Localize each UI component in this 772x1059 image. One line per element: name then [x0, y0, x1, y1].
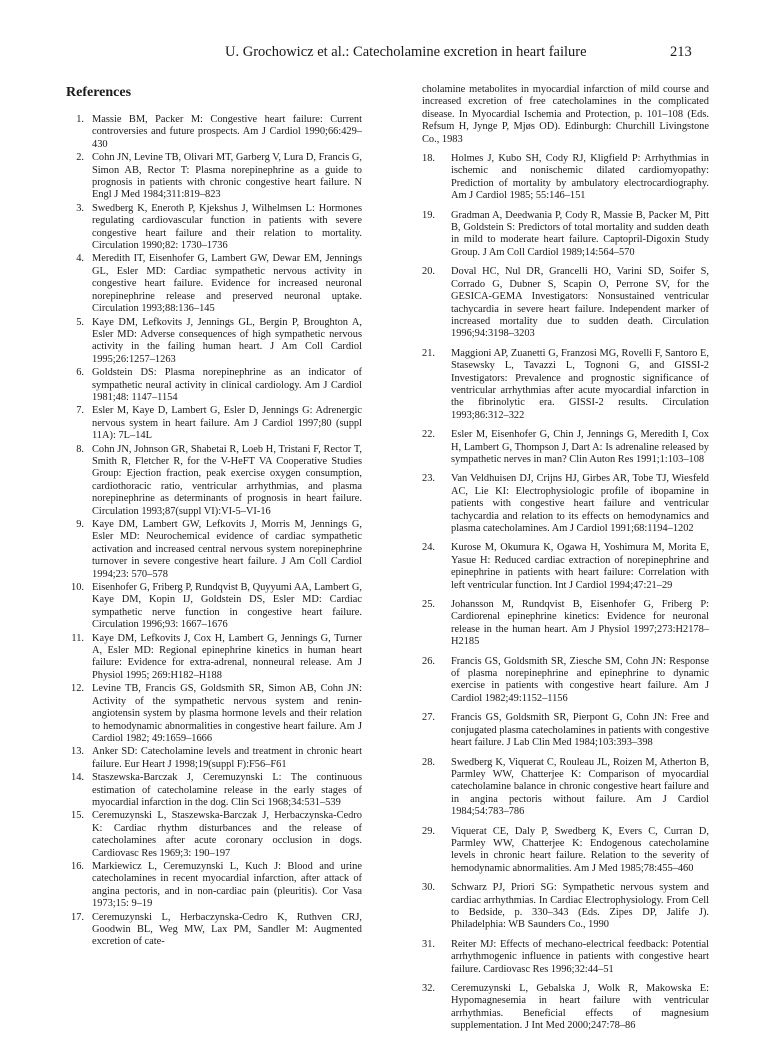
reference-item	[66, 444, 362, 518]
page-number: 213	[670, 44, 692, 60]
reference-item	[66, 367, 362, 404]
reference-text: Kurose M, Okumura K, Ogawa H, Yoshimura M, Morita E, Yasue H: Reduced cardiac extraction of norepinephrine and epinephrine in patients with heart failure: Correlation with left ventricular function. Int J Cardiol 1994;47:21–29	[451, 542, 709, 591]
reference-text: Kaye DM, Lefkovits J, Cox H, Lambert G, Jennings G, Turner A, Esler MD: Regional epinephrine kinetics in human heart failure: Evidence for extra-adrenal, nonneural release. Am J Physiol 1995; 269:H182–H188	[92, 632, 362, 681]
reference-text: Schwarz PJ, Priori SG: Sympathetic nervous system and cardiac arrhythmias. In Cardiac Electrophysiology. From Cell to Bedside, p. 330–343 (Eds. Zipes DP, Jalife J). Philadelphia: WB Saunders Co., 1990	[451, 882, 709, 931]
reference-item	[422, 757, 709, 819]
reference-item	[422, 542, 709, 592]
reference-item	[66, 203, 362, 253]
reference-text: Reiter MJ: Effects of mechano-electrical feedback: Potential arrhythmogenic influence in patients with congestive heart failure. Cardiovasc Res 1996;32:44–51	[451, 938, 709, 975]
reference-number: 22.	[422, 429, 435, 441]
reference-text: Ceremuzynski L, Gebalska J, Wolk R, Makowska E: Hypomagnesemia in heart failure with ventricular arrhythmias. Beneficial effects of magnesium supplementation. J Int Med 2000;247:78–86	[451, 983, 709, 1032]
reference-text: Doval HC, Nul DR, Grancelli HO, Varini SD, Soifer S, Corrado G, Dubner S, Scapin O, Perrone SV, for the GESICA-GEMA Investigators: Nonsustained ventricular tachycardia in severe heart failure. Independent marker of increased mortality due to sudden death. Circulation 1996;94:3198–3203	[451, 266, 709, 340]
reference-item	[66, 405, 362, 442]
reference-text: Markiewicz L, Ceremuzynski L, Kuch J: Blood and urine catecholamines in recent myocardial infarction, after attack of angina pectoris, and in non-cardiac pain (pleuritis). Cor Vasa 1973;15: 9–19	[92, 860, 362, 910]
reference-number: 14.	[71, 772, 84, 784]
reference-number: 3.	[76, 202, 84, 214]
reference-text: Goldstein DS: Plasma norepinephrine as an indicator of sympathetic neural activity in clinical cardiology. Am J Cardiol 1981;48: 1147–1154	[92, 367, 362, 403]
reference-text: Ceremuzynski L, Staszewska-Barczak J, Herbaczynska-Cedro K: Cardiac rhythm disturbances and the release of catecholamines after acute coronary occlusion in dogs. Cardiovasc Res 1969;3: 190–197	[92, 810, 362, 859]
reference-number: 28.	[422, 756, 435, 768]
reference-text: Cohn JN, Levine TB, Olivari MT, Garberg V, Lura D, Francis G, Simon AB, Rector T: Plasma norepinephrine as a guide to prognosis in patients with chronic congestive heart failure. N Engl J Med 1984;311:819–823	[92, 152, 362, 201]
reference-text: Johansson M, Rundqvist B, Eisenhofer G, Friberg P: Cardiorenal epinephrine kinetics: Evidence for neuronal release in the human heart. Am J Physiol 1997;273:H2178–H2185	[451, 599, 709, 648]
reference-text: Esler M, Kaye D, Lambert G, Esler D, Jennings G: Adrenergic nervous system in heart failure. Am J Cardiol 1997;80 (suppl 11A): 7L–14L	[92, 405, 362, 442]
reference-text: Kaye DM, Lambert GW, Lefkovits J, Morris M, Jennings G, Esler MD: Neurochemical evidence of cardiac sympathetic activation and increased central nervous system norepinephrine turnover in severe congestive heart failure. J Am Coll Cardiol 1994;23: 570–578	[92, 519, 362, 580]
reference-number: 25.	[422, 599, 435, 611]
reference-text: Esler M, Eisenhofer G, Chin J, Jennings G, Meredith I, Cox H, Lambert G, Thompson J, Dart A: Is adrenaline released by sympathetic nerves in man? Clin Auton Res 1991;1:103–108	[451, 429, 709, 465]
reference-text: Francis GS, Goldsmith SR, Ziesche SM, Cohn JN: Response of plasma norepinephrine and epinephrine to dynamic exercise in patients with congestive heart failure. Am J Cardiol 1982;49:1152–1156	[451, 655, 709, 704]
reference-text: Swedberg K, Viquerat C, Rouleau JL, Roizen M, Atherton B, Parmley WW, Chatterjee K: Comparison of myocardial catecholamine balance in chronic congestive heart failure and in angina pectoris without failure. Am J Cardiol 1984;54:783–786	[451, 756, 709, 818]
reference-item	[66, 772, 362, 809]
reference-number: 19.	[422, 209, 435, 221]
reference-number: 32.	[422, 983, 435, 994]
reference-item	[422, 473, 709, 535]
reference-item	[422, 826, 709, 876]
reference-item	[66, 152, 362, 202]
reference-item	[66, 519, 362, 581]
reference-number: 5.	[76, 316, 84, 328]
reference-item	[422, 429, 709, 466]
reference-number: 27.	[422, 712, 435, 724]
reference-item	[66, 746, 362, 771]
reference-number: 20.	[422, 266, 435, 278]
reference-text: Meredith IT, Eisenhofer G, Lambert GW, Dewar EM, Jennings GL, Esler MD: Cardiac sympathetic nervous activity in congestive heart failure. Evidence for increased neuronal norepinephrine release and preserved neuronal uptake. Circulation 1993;88:136–145	[92, 253, 362, 315]
left-column	[66, 84, 362, 950]
reference-number: 2.	[76, 152, 84, 164]
reference-text: Anker SD: Catecholamine levels and treatment in chronic heart failure. Eur Heart J 1998;19(suppl F):F56–F61	[92, 746, 362, 770]
reference-list-right	[422, 153, 709, 1033]
reference-item	[422, 939, 709, 976]
reference-number: 23.	[422, 473, 435, 485]
reference-item	[422, 266, 709, 340]
reference-number: 7.	[76, 405, 84, 417]
reference-number: 29.	[422, 825, 435, 837]
running-title: U. Grochowicz et al.: Catecholamine excretion in heart failure	[225, 44, 587, 60]
reference-text: Ceremuzynski L, Herbaczynska-Cedro K, Ruthven CRJ, Goodwin BL, Weg MW, Lax PM, Sandler M: Augmented excretion of cate-	[92, 911, 362, 948]
reference-text: Staszewska-Barczak J, Ceremuzynski L: The continuous estimation of catecholamine release in the early stages of myocardial infarction in the dog. Clin Sci 1968;34:531–539	[92, 772, 362, 808]
right-column	[422, 84, 709, 1040]
reference-item	[66, 683, 362, 745]
reference-item	[422, 882, 709, 932]
reference-item	[422, 599, 709, 649]
reference-continuation: cholamine metabolites in myocardial infarction of mild course and increased excretion of free catecholamines in the complicated disease. In Myocardial Ischemia and Protection, p. 101–108 (Eds. Refsum H, Jynge P, Mjøs OD). Edinburgh: Churchill Livingstone Co., 1983	[422, 84, 709, 145]
page-header	[0, 44, 772, 64]
reference-text: Maggioni AP, Zuanetti G, Franzosi MG, Rovelli F, Santoro E, Stasewsky L, Tavazzi L, Tognoni G, and GISSI-2 Investigators: Prevalence and prognostic significance of ventricular arrhythmias after acute myocardial infarction in the fibrinolytic era. GISSI-2 results. Circulation 1993;86:312–322	[451, 347, 709, 421]
reference-text: Levine TB, Francis GS, Goldsmith SR, Simon AB, Cohn JN: Activity of the sympathetic nervous system and renin-angiotensin system by plasma hormone levels and their relation to hemodynamic abnormalities in congestive heart failure. Am J Cardiol 1982; 49:1659–1666	[92, 683, 362, 744]
reference-text: Holmes J, Kubo SH, Cody RJ, Kligfield P: Arrhythmias in ischemic and nonischemic dilated cardiomyopathy: Prediction of mortality by ambulatory electrocardiography. Am J Cardiol 1985; 55:146–151	[451, 153, 709, 202]
reference-item	[66, 633, 362, 683]
references-heading: References	[66, 85, 132, 100]
reference-number: 12.	[71, 683, 84, 695]
reference-number: 11.	[71, 632, 84, 644]
reference-item	[422, 348, 709, 422]
reference-text: Massie BM, Packer M: Congestive heart failure: Current controversies and future prospects. Am J Cardiol 1990;66:429–430	[92, 114, 362, 150]
reference-number: 16.	[71, 860, 84, 872]
reference-text: Eisenhofer G, Friberg P, Rundqvist B, Quyyumi AA, Lambert G, Kaye DM, Kopin IJ, Goldstein DS, Esler MD: Cardiac sympathetic nerve function in congestive heart failure. Circulation 1996;93: 1667–1676	[92, 582, 362, 631]
reference-item	[66, 912, 362, 949]
reference-text: Gradman A, Deedwania P, Cody R, Massie B, Packer M, Pitt B, Goldstein S: Predictors of total mortality and sudden death in mild to moderate heart failure. Captopril-Digoxin Study Group. J Am Coll Cardiol 1989;14:564–570	[451, 209, 709, 258]
reference-number: 9.	[76, 519, 84, 530]
reference-text: Francis GS, Goldsmith SR, Pierpont G, Cohn JN: Free and conjugated plasma catecholamines in patients with congestive heart failure. J Lab Clin Med 1984;103:393–398	[451, 712, 709, 749]
reference-number: 1.	[76, 114, 84, 125]
reference-item	[422, 712, 709, 749]
reference-number: 18.	[422, 153, 435, 165]
reference-number: 31.	[422, 938, 435, 950]
reference-number: 17.	[71, 911, 84, 923]
reference-number: 8.	[76, 443, 84, 455]
reference-number: 6.	[76, 367, 84, 379]
reference-item	[422, 153, 709, 203]
reference-text: Van Veldhuisen DJ, Crijns HJ, Girbes AR, Tobe TJ, Wiesfeld AC, Lie KI: Electrophysiologic profile of ibopamine in patients with congestive heart failure and ventricular tachycardia and relation to its effects on hemodynamics and plasma catecholamines. Am J Cardiol 1991;68:1194–1202	[451, 473, 709, 534]
reference-number: 15.	[71, 810, 84, 822]
reference-item	[66, 861, 362, 911]
reference-text: Viquerat CE, Daly P, Swedberg K, Evers C, Curran D, Parmley WW, Chatterjee K: Endogenous catecholamine levels in chronic heart failure. Relation to the severity of hemodynamic abnormalities. Am J Med 1985;78:455–460	[451, 825, 709, 874]
reference-number: 21.	[422, 347, 435, 359]
reference-item	[66, 582, 362, 632]
reference-number: 30.	[422, 882, 435, 894]
reference-text: Swedberg K, Eneroth P, Kjekshus J, Wilhelmsen L: Hormones regulating cardiovascular function in patients with severe congestive heart failure and their relation to mortality. Circulation 1990;82: 1730–1736	[92, 202, 362, 252]
reference-number: 13.	[71, 746, 84, 758]
reference-item	[66, 317, 362, 367]
reference-number: 24.	[422, 542, 435, 554]
reference-number: 10.	[71, 582, 84, 594]
reference-item	[422, 656, 709, 706]
reference-number: 26.	[422, 655, 435, 667]
reference-item	[422, 210, 709, 260]
reference-item	[422, 983, 709, 1033]
reference-text: Cohn JN, Johnson GR, Shabetai R, Loeb H, Tristani F, Rector T, Smith R, Fletcher R, for the V-HeFT VA Cooperative Studies Group: Ejection fraction, peak exercise oxygen consumption, cardiothoracic ratio, ventricular arrhythmias, and plasma norepinephrine as determinants of prognosis in heart failure. Circulation 1993;87(suppl VI):VI-5–VI-16	[92, 443, 362, 517]
reference-item	[66, 810, 362, 860]
reference-item	[66, 114, 362, 151]
reference-number: 4.	[76, 253, 84, 265]
reference-list-left	[66, 114, 362, 949]
reference-item	[66, 253, 362, 315]
reference-text: Kaye DM, Lefkovits J, Jennings GL, Bergin P, Broughton A, Esler MD: Adverse consequences of high sympathetic nervous activity in the failing human heart. J Am Coll Cardiol 1995;26:1257–1263	[92, 316, 362, 365]
